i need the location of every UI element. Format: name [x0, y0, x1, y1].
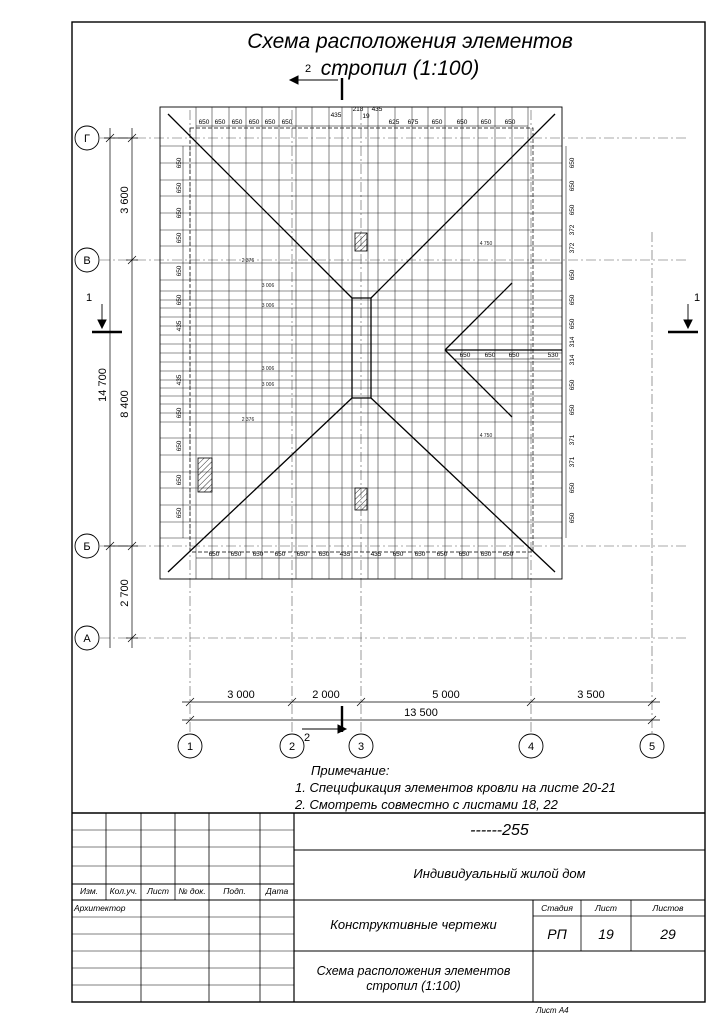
tb-code: ------255 — [470, 822, 529, 839]
top-dim: 675 — [407, 119, 419, 126]
right-dim: 650 — [569, 482, 576, 494]
top-dim: 650 — [198, 119, 210, 126]
tb-sheet-label: Лист — [595, 903, 617, 913]
dim-bottom-seg: 5 000 — [432, 689, 460, 701]
sheet-frame — [72, 22, 705, 1002]
chimney-top — [355, 233, 367, 251]
left-dim: 650 — [176, 440, 183, 452]
tb-header-doc: № док. — [178, 886, 206, 896]
right-dim: 650 — [569, 379, 576, 391]
rafter-label: 3 006 — [261, 303, 275, 309]
top-dim: 650 — [456, 119, 468, 126]
drawing-title-line1: Схема расположения элементов — [247, 30, 573, 53]
axis-label-row: А — [83, 633, 91, 645]
section-mark-bottom: 2 — [303, 732, 311, 744]
rafter-label: 2 376 — [241, 258, 255, 264]
left-spacing-dims — [176, 146, 183, 538]
dim-left-bot: 2 700 — [119, 579, 131, 607]
left-dim: 650 — [176, 182, 183, 194]
left-dim: 650 — [176, 157, 183, 169]
left-dim: 650 — [176, 207, 183, 219]
right-dim: 650 — [569, 512, 576, 524]
right-dim: 314 — [569, 354, 576, 366]
bottom-dim: 650 — [436, 551, 448, 558]
hip-dim: 650 — [508, 352, 520, 359]
dim-bottom-total: 13 500 — [404, 707, 438, 719]
note-item: 2. Смотреть совместно с листами 18, 22 — [295, 797, 558, 812]
bottom-dim: 650 — [274, 551, 286, 558]
tb-sheets-label: Листов — [652, 903, 684, 913]
right-dim: 650 — [569, 404, 576, 416]
column-axes — [178, 734, 664, 758]
axis-label-row: Б — [83, 541, 91, 553]
bottom-dim: 650 — [296, 551, 308, 558]
axis-label-col: 4 — [527, 741, 535, 753]
rafter-label: 3 006 — [261, 283, 275, 289]
tb-header-sign: Подп. — [223, 886, 246, 896]
bottom-dim: 650 — [252, 551, 264, 558]
tb-sheet: 19 — [598, 926, 614, 942]
row-axes — [75, 126, 99, 650]
axis-label-col: 1 — [186, 741, 194, 753]
axis-label-col: 5 — [648, 741, 656, 753]
drawing-title-line2: стропил (1:100) — [320, 57, 480, 80]
top-ridge-dim: 19 — [362, 113, 370, 120]
rafter-label: 4 750 — [479, 433, 493, 439]
bottom-dim: 650 — [414, 551, 426, 558]
right-dim: 314 — [569, 336, 576, 348]
tb-header-date: Дата — [265, 886, 289, 896]
bottom-dim: 650 — [318, 551, 330, 558]
bottom-dim: 435 — [339, 551, 351, 558]
left-dim: 650 — [176, 294, 183, 306]
note-heading: Примечание: — [311, 763, 390, 778]
opening-left — [198, 458, 212, 492]
bottom-dim: 650 — [458, 551, 470, 558]
tb-stage-label: Стадия — [541, 903, 573, 913]
tb-sheets: 29 — [660, 926, 676, 942]
axis-label-col: 3 — [357, 741, 365, 753]
top-dim: 625 — [388, 119, 400, 126]
right-dim: 650 — [569, 204, 576, 216]
top-dim: 650 — [431, 119, 443, 126]
axis-grid — [100, 110, 686, 735]
right-dim: 371 — [569, 434, 576, 446]
top-dim: 435 — [371, 106, 383, 113]
dim-left-mid: 8 400 — [119, 390, 131, 418]
right-spacing-dims — [566, 146, 576, 538]
left-dim: 650 — [176, 474, 183, 486]
tb-drawing-line1: Схема расположения элементов — [316, 964, 511, 978]
tb-header-list: Лист — [147, 886, 169, 896]
right-dim: 650 — [569, 294, 576, 306]
left-dim: 650 — [176, 407, 183, 419]
hip-dim: 650 — [484, 352, 496, 359]
bottom-dim: 650 — [208, 551, 220, 558]
bottom-dim: 650 — [392, 551, 404, 558]
tb-stage: РП — [547, 926, 567, 942]
top-dim: 650 — [264, 119, 276, 126]
axis-label-row: В — [83, 255, 91, 267]
left-dim: 650 — [176, 507, 183, 519]
tb-section: Конструктивные чертежи — [330, 917, 497, 932]
bottom-dim: 650 — [502, 551, 514, 558]
right-dim: 650 — [569, 318, 576, 330]
hip-dim: 530 — [547, 352, 559, 359]
right-dim: 371 — [569, 456, 576, 468]
top-dim: 435 — [330, 112, 342, 119]
notes — [295, 762, 616, 813]
right-dim: 372 — [569, 224, 576, 236]
section-mark-left: 1 — [85, 292, 93, 304]
left-dim: 435 — [176, 374, 183, 386]
left-dim: 435 — [176, 320, 183, 332]
rafter-label: 3 006 — [261, 366, 275, 372]
left-dim: 650 — [176, 265, 183, 277]
sheet-format: Лист А4 — [536, 1006, 569, 1015]
rafter-label: 2 376 — [241, 417, 255, 423]
right-dim: 650 — [569, 180, 576, 192]
tb-header-izm: Изм. — [79, 886, 99, 896]
right-dim: 372 — [569, 242, 576, 254]
section-mark-right: 1 — [693, 292, 701, 304]
right-dim: 650 — [569, 157, 576, 169]
dim-bottom-seg: 3 000 — [227, 689, 255, 701]
top-dim: 650 — [231, 119, 243, 126]
bottom-dim: 435 — [370, 551, 382, 558]
top-dim: 650 — [281, 119, 293, 126]
bottom-dim: 650 — [230, 551, 242, 558]
dim-left-outer: 14 700 — [97, 368, 109, 402]
top-dim: 650 — [248, 119, 260, 126]
axis-label-col: 2 — [288, 741, 296, 753]
tb-project: Индивидуальный жилой дом — [413, 866, 586, 881]
tb-role: Архитектор — [74, 903, 126, 913]
top-dim: 218 — [352, 106, 364, 113]
section-mark-top: 2 — [304, 63, 312, 75]
dim-bottom-seg: 2 000 — [312, 689, 340, 701]
hip-dim: 650 — [459, 352, 471, 359]
axis-label-row: Г — [84, 133, 90, 145]
rafter-label: 3 006 — [261, 382, 275, 388]
bottom-dim: 650 — [480, 551, 492, 558]
rafter-label: 4 750 — [479, 241, 493, 247]
tb-header-kolvo: Кол.уч. — [109, 886, 138, 896]
tb-drawing-line2: стропил (1:100) — [366, 979, 461, 993]
chimney-bottom — [355, 488, 367, 510]
top-dim: 650 — [504, 119, 516, 126]
note-item: 1. Спецификация элементов кровли на листе 20-21 — [295, 780, 616, 795]
top-dim: 650 — [214, 119, 226, 126]
right-dim: 650 — [569, 269, 576, 281]
left-dim: 650 — [176, 232, 183, 244]
top-dim: 650 — [480, 119, 492, 126]
dim-bottom-seg: 3 500 — [577, 689, 605, 701]
dim-left-top: 3 600 — [119, 186, 131, 214]
